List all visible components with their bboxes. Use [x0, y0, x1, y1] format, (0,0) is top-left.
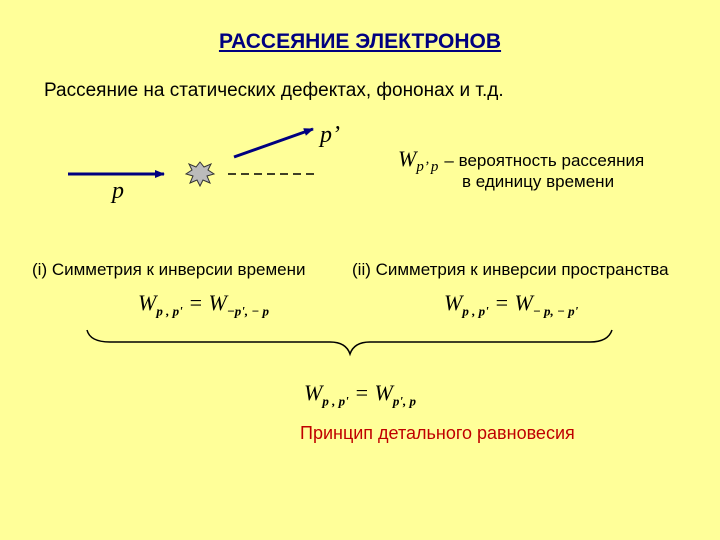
probability-text-line1: – вероятность рассеяния	[444, 151, 645, 170]
slide-subtitle: Рассеяние на статических дефектах, фононах и т.д.	[44, 80, 504, 101]
balance-formula-lhs-subscript: p , p'	[322, 393, 349, 409]
time-symmetry-label: (i) Симметрия к инверсии времени	[32, 260, 306, 279]
defect-icon	[186, 162, 214, 186]
incoming-momentum-label: p	[112, 178, 124, 204]
balance-formula-rhs-subscript: p', p	[392, 393, 416, 409]
detailed-balance-caption: Принцип детального равновесия	[300, 423, 575, 443]
space-symmetry-formula: $W_{p , p'} = W_{- p, - p'}$	[444, 290, 579, 319]
time-formula-lhs-subscript: p , p'	[156, 303, 183, 319]
outgoing-momentum-arrow	[234, 129, 313, 157]
detailed-balance-formula: $W_{p , p'} = W_{p', p}$	[304, 380, 416, 409]
outgoing-momentum-label: p’	[320, 122, 340, 148]
probability-text-line2: в единицу времени	[462, 172, 615, 191]
probability-symbol: W	[398, 146, 417, 171]
space-symmetry-label: (ii) Симметрия к инверсии пространства	[352, 260, 669, 279]
probability-line-1	[398, 146, 645, 175]
time-formula-rhs-subscript: −p', − p	[226, 303, 269, 319]
time-symmetry-formula: $W_{p , p'} = W_{-p', - p}$	[138, 290, 269, 319]
slide-title: РАССЕЯНИЕ ЭЛЕКТРОНОВ	[218, 30, 502, 53]
space-formula-rhs-subscript: − p, − p'	[532, 303, 579, 319]
space-formula-lhs-subscript: p , p'	[462, 303, 489, 319]
probability-subscript: p’ p	[416, 159, 439, 175]
underbrace	[87, 330, 612, 354]
